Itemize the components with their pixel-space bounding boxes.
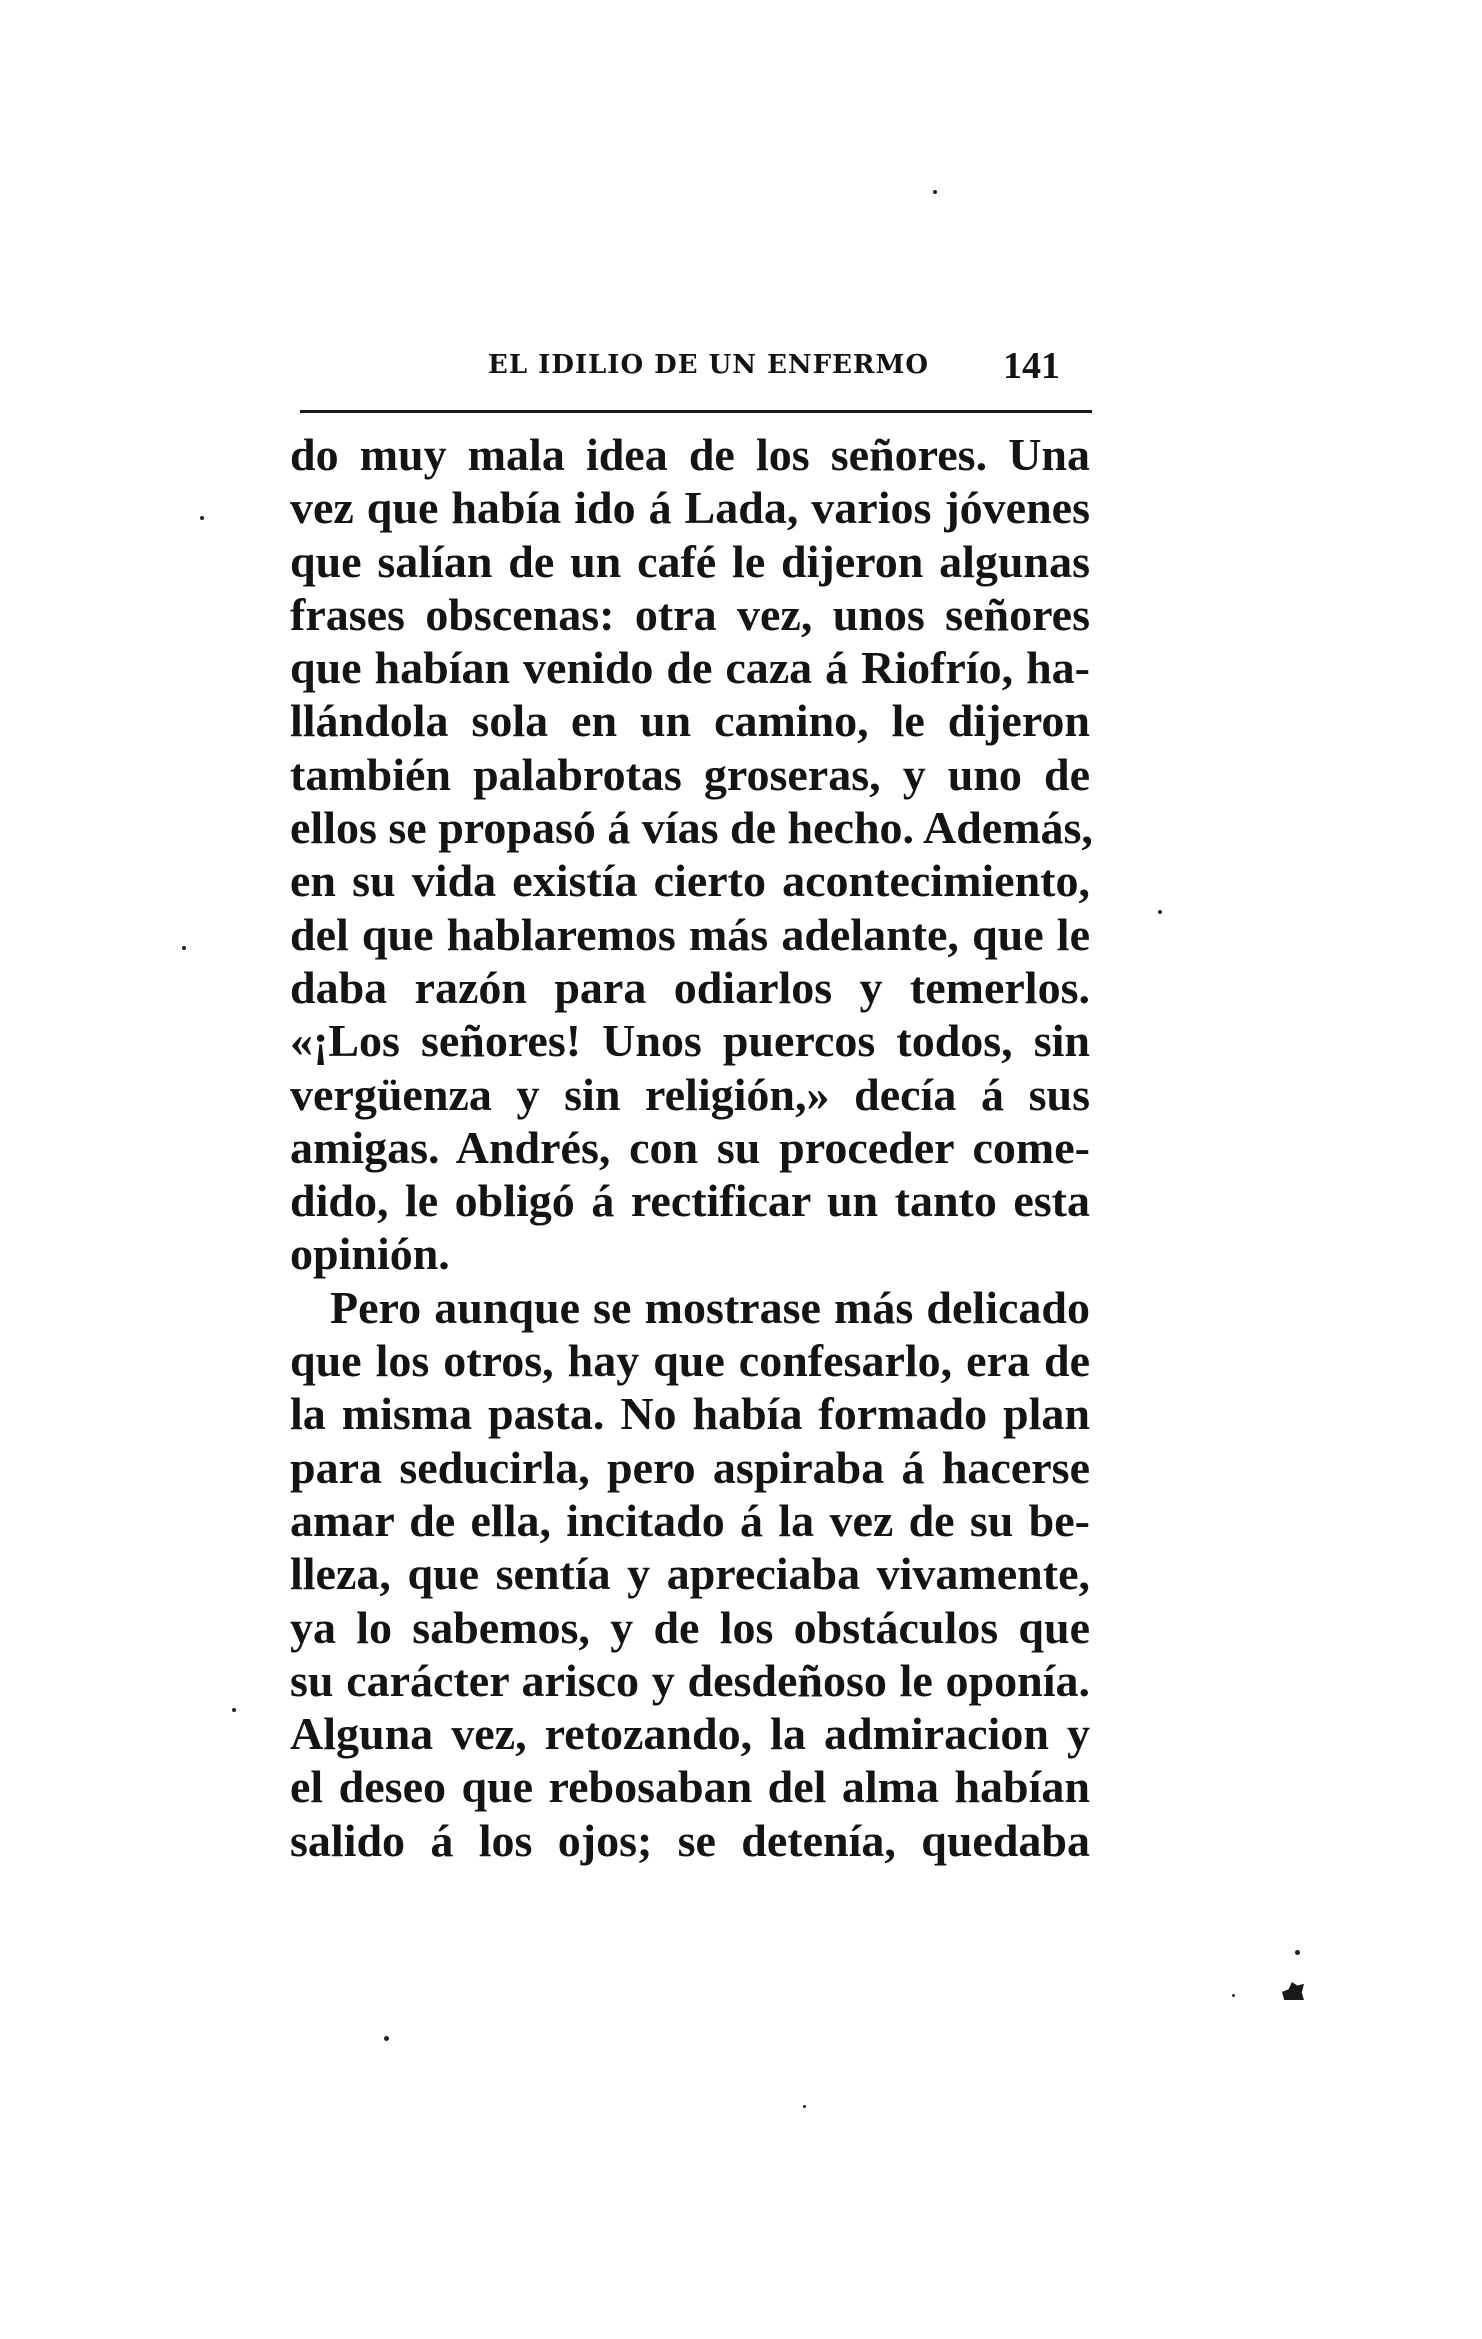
text-line: frases obscenas: otra vez, unos señores bbox=[290, 588, 1090, 640]
page-number: 141 bbox=[1003, 345, 1060, 387]
text-line: del que hablaremos más adelante, que le bbox=[290, 908, 1090, 960]
text-line: Pero aunque se mostrase más delicado bbox=[330, 1281, 1090, 1333]
text-line: lleza, que sentía y apreciaba vivamente, bbox=[290, 1548, 1090, 1600]
text-line: opinión. bbox=[290, 1228, 450, 1280]
text-line: en su vida existía cierto acontecimiento, bbox=[290, 855, 1090, 907]
ink-blot bbox=[1282, 1982, 1304, 2000]
text-line: para seducirla, pero aspiraba á hacerse bbox=[290, 1441, 1090, 1493]
text-line: amigas. Andrés, con su proceder come- bbox=[290, 1121, 1090, 1173]
scan-speck bbox=[182, 946, 186, 950]
text-line: do muy mala idea de los señores. Una bbox=[290, 429, 1090, 480]
text-line: Alguna vez, retozando, la admiracion y bbox=[290, 1708, 1090, 1760]
scan-speck bbox=[933, 190, 937, 194]
scan-speck bbox=[1158, 910, 1162, 914]
text-line: el deseo que rebosaban del alma habían bbox=[290, 1761, 1090, 1813]
text-line: vergüenza y sin religión,» decía á sus bbox=[290, 1068, 1090, 1120]
scan-speck bbox=[803, 2105, 806, 2108]
text-line: vez que había ido á Lada, varios jóvenes bbox=[290, 482, 1090, 534]
text-line: llándola sola en un camino, le dijeron bbox=[290, 695, 1090, 747]
body-text bbox=[290, 428, 1093, 1867]
scan-speck bbox=[200, 516, 204, 520]
text-line: ya lo sabemos, y de los obstáculos que bbox=[290, 1601, 1090, 1653]
text-line: también palabrotas groseras, y uno de bbox=[290, 748, 1090, 800]
running-title: EL IDILIO DE UN ENFERMO bbox=[488, 350, 929, 380]
text-line: su carácter arisco y desdeñoso le oponía. bbox=[290, 1654, 1090, 1706]
text-line: daba razón para odiarlos y temerlos. bbox=[290, 961, 1090, 1013]
scan-speck bbox=[1295, 1950, 1300, 1955]
text-line: amar de ella, incitado á la vez de su be- bbox=[290, 1494, 1090, 1546]
text-line: que habían venido de caza á Riofrío, ha- bbox=[290, 642, 1090, 694]
header-rule bbox=[300, 410, 1092, 413]
running-head bbox=[286, 345, 1092, 390]
text-line: que salían de un café le dijeron algunas bbox=[290, 535, 1090, 587]
scan-speck bbox=[384, 2036, 389, 2041]
text-line: dido, le obligó á rectificar un tanto esta bbox=[290, 1175, 1090, 1227]
scan-speck bbox=[232, 1708, 236, 1712]
scan-speck bbox=[1232, 1994, 1235, 1997]
text-line: la misma pasta. No había formado plan bbox=[290, 1388, 1090, 1440]
text-line: que los otros, hay que confesarlo, era de bbox=[290, 1335, 1090, 1387]
text-line: ellos se propasó á vías de hecho. Además, bbox=[290, 802, 1093, 854]
text-line: «¡Los señores! Unos puercos todos, sin bbox=[290, 1015, 1090, 1067]
text-line: salido á los ojos; se detenía, quedaba bbox=[290, 1814, 1090, 1866]
